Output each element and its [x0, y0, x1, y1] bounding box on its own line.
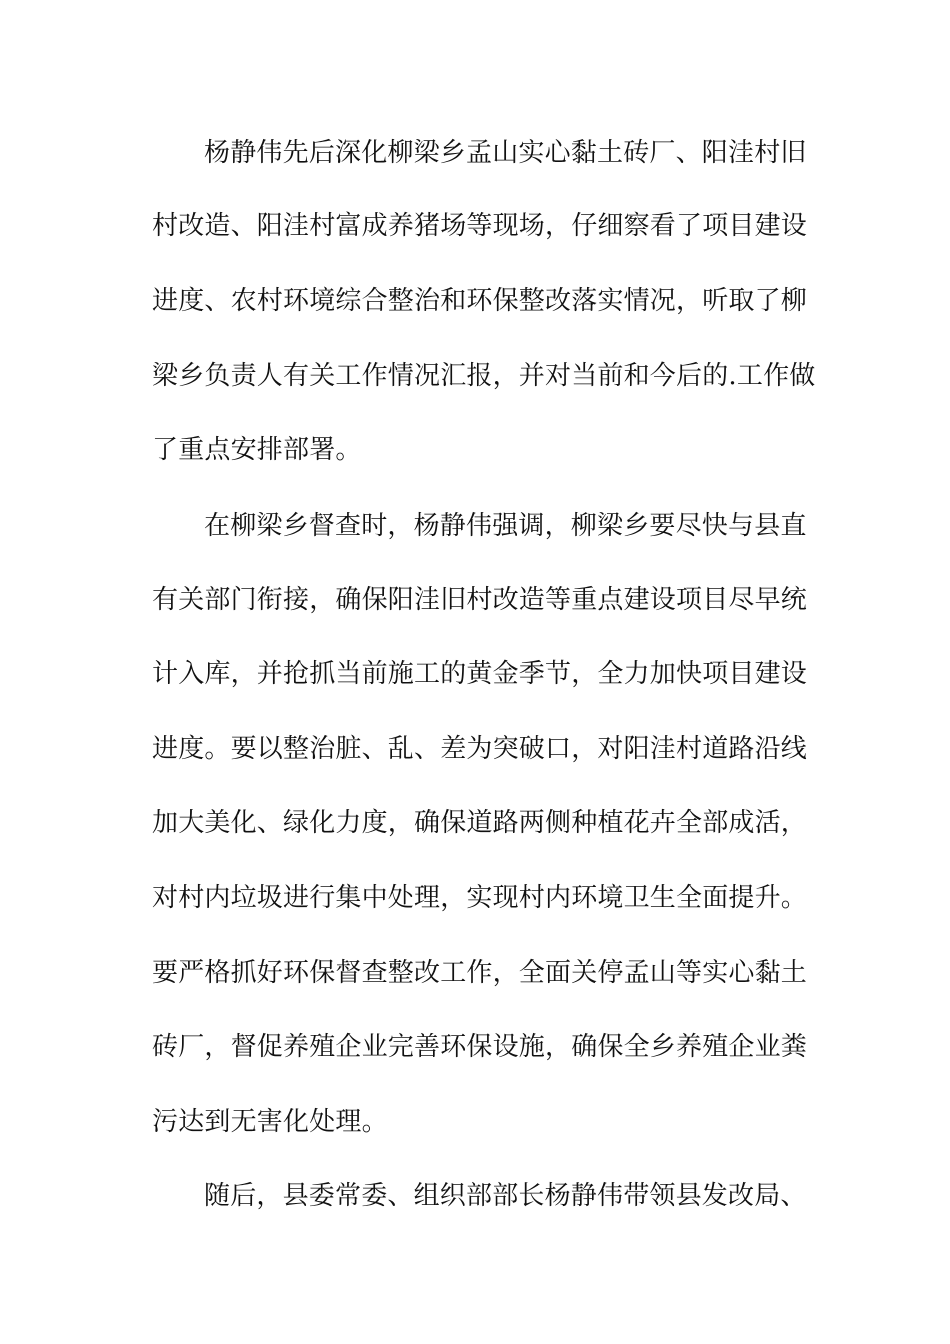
paragraph-1-line-4: 梁乡负责人有关工作情况汇报，并对当前和今后的.工作做: [152, 361, 816, 391]
paragraph-2-line-6: 对村内垃圾进行集中处理，实现村内环境卫生全面提升。: [152, 883, 808, 913]
paragraph-2-line-9: 污达到无害化处理。: [152, 1107, 388, 1137]
paragraph-1-line-3: 进度、农村环境综合整治和环保整改落实情况，听取了柳: [152, 286, 808, 316]
paragraph-1-line-5: 了重点安排部署。: [152, 435, 362, 465]
paragraph-2-line-3: 计入库，并抢抓当前施工的黄金季节，全力加快项目建设: [152, 659, 808, 689]
paragraph-2-line-8: 砖厂，督促养殖企业完善环保设施，确保全乡养殖企业粪: [152, 1032, 808, 1062]
paragraph-2-line-4: 进度。要以整治脏、乱、差为突破口，对阳洼村道路沿线: [152, 734, 808, 764]
paragraph-2-line-1: 在柳梁乡督查时，杨静伟强调，柳梁乡要尽快与县直: [204, 511, 807, 541]
paragraph-2-line-5: 加大美化、绿化力度，确保道路两侧种植花卉全部成活，: [152, 808, 808, 838]
paragraph-1-line-2: 村改造、阳洼村富成养猪场等现场，仔细察看了项目建设: [152, 211, 808, 241]
paragraph-1-line-1: 杨静伟先后深化柳梁乡孟山实心黏土砖厂、阳洼村旧: [204, 138, 807, 168]
paragraph-2-line-2: 有关部门衔接，确保阳洼旧村改造等重点建设项目尽早统: [152, 585, 808, 615]
paragraph-2-line-7: 要严格抓好环保督查整改工作，全面关停孟山等实心黏土: [152, 958, 808, 988]
paragraph-3-line-1: 随后，县委常委、组织部部长杨静伟带领县发改局、: [204, 1181, 807, 1211]
